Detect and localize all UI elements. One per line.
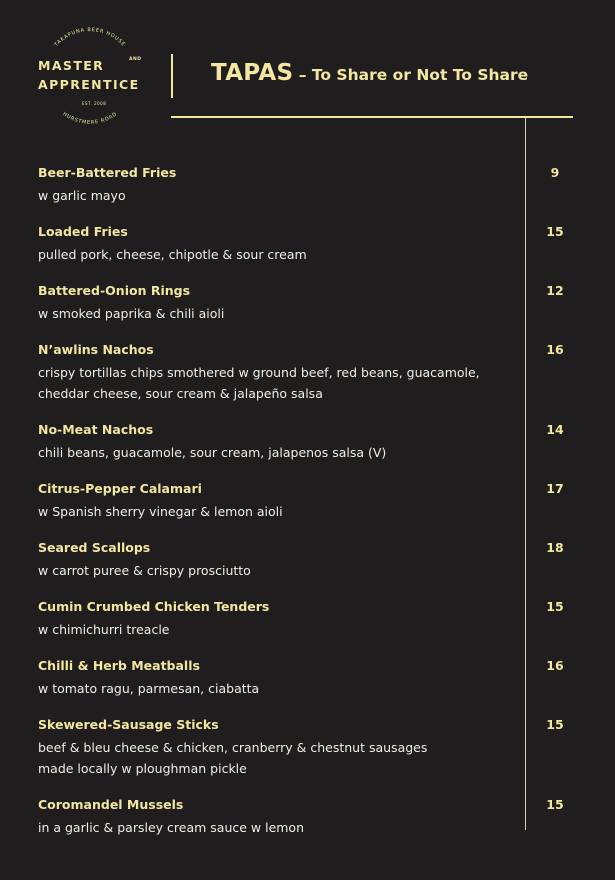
menu-item-description-line: w tomato ragu, parmesan, ciabatta — [38, 681, 260, 696]
menu-item — [38, 657, 578, 716]
menu-item — [38, 796, 578, 855]
menu-item-description-line: chili beans, guacamole, sour cream, jalapenos salsa (V) — [38, 445, 387, 460]
menu-item-description-line: cheddar cheese, sour cream & jalapeño salsa — [38, 386, 323, 401]
logo-arc-bottom: HURSTMERE ROAD — [61, 111, 119, 126]
menu-item-price: 12 — [546, 283, 564, 298]
menu-item-price: 16 — [546, 658, 564, 673]
page-title — [211, 60, 528, 86]
menu-item-price: 14 — [546, 422, 564, 437]
menu-item-name: Beer-Battered Fries — [38, 165, 177, 180]
menu-item-name: Citrus-Pepper Calamari — [38, 481, 202, 496]
menu-item-price: 9 — [550, 165, 560, 180]
logo-brand-line1: MASTER — [38, 58, 105, 73]
menu-item-price: 17 — [546, 481, 564, 496]
menu-item-name: Chilli & Herb Meatballs — [38, 658, 200, 673]
menu-item-name: Coromandel Mussels — [38, 797, 184, 812]
menu-item-description — [38, 185, 578, 206]
menu-item — [38, 341, 578, 421]
menu-item-price: 15 — [546, 224, 564, 239]
menu-item — [38, 282, 578, 341]
menu-item — [38, 164, 578, 223]
menu-item-name: Cumin Crumbed Chicken Tenders — [38, 599, 270, 614]
menu-item — [38, 480, 578, 539]
title-main: TAPAS — [211, 60, 294, 86]
menu-item-name: Seared Scallops — [38, 540, 151, 555]
menu-item-description-line: w garlic mayo — [38, 188, 126, 203]
menu-item-description — [38, 362, 578, 404]
logo-and: AND — [129, 57, 142, 62]
menu-item-name: Battered-Onion Rings — [38, 283, 191, 298]
menu-item-description — [38, 244, 578, 265]
menu-item — [38, 539, 578, 598]
title-subtitle: – To Share or Not To Share — [293, 66, 529, 84]
menu-item-description — [38, 560, 578, 581]
menu-item — [38, 598, 578, 657]
menu-item — [38, 716, 578, 796]
logo — [34, 26, 146, 132]
menu-list — [38, 164, 578, 855]
menu-item-description-line: in a garlic & parsley cream sauce w lemon — [38, 820, 305, 835]
menu-item-price: 18 — [546, 540, 564, 555]
logo-arc-top: TAKAPUNA BEER HOUSE — [53, 27, 127, 48]
menu-item-price: 16 — [546, 342, 564, 357]
header-rule — [171, 116, 573, 118]
menu-item-description-line: w carrot puree & crispy prosciutto — [38, 563, 251, 578]
menu-item-description-line: w smoked paprika & chili aioli — [38, 306, 225, 321]
menu-item-description-line: made locally w ploughman pickle — [38, 761, 247, 776]
menu-item-name: Loaded Fries — [38, 224, 128, 239]
svg-text:HURSTMERE ROAD — [61, 111, 118, 126]
menu-item-description-line: beef & bleu cheese & chicken, cranberry & chestnut sausages — [38, 740, 428, 755]
menu-item-name: Skewered-Sausage Sticks — [38, 717, 219, 732]
menu-item-description — [38, 678, 578, 699]
menu-item-description — [38, 817, 578, 838]
menu-item-description — [38, 501, 578, 522]
menu-item-description-line: pulled pork, cheese, chipotle & sour cream — [38, 247, 307, 262]
logo-brand-line2: APPRENTICE — [38, 77, 140, 92]
menu-item-name: N’awlins Nachos — [38, 342, 154, 357]
header-divider — [171, 54, 173, 98]
menu-item-price: 15 — [546, 599, 564, 614]
svg-text:TAKAPUNA BEER HOUSE — [53, 27, 127, 49]
menu-item-name: No-Meat Nachos — [38, 422, 154, 437]
menu-item-description — [38, 737, 578, 779]
menu-item-description — [38, 442, 578, 463]
menu-item-price: 15 — [546, 797, 564, 812]
menu-item-description — [38, 303, 578, 324]
menu-item-description-line: w chimichurri treacle — [38, 622, 170, 637]
menu-item-description-line: w Spanish sherry vinegar & lemon aioli — [38, 504, 283, 519]
menu-item — [38, 223, 578, 282]
menu-item — [38, 421, 578, 480]
logo-est: EST. 2008 — [82, 101, 107, 106]
menu-item-description — [38, 619, 578, 640]
menu-item-price: 15 — [546, 717, 564, 732]
menu-item-description-line: crispy tortillas chips smothered w ground beef, red beans, guacamole, — [38, 365, 480, 380]
